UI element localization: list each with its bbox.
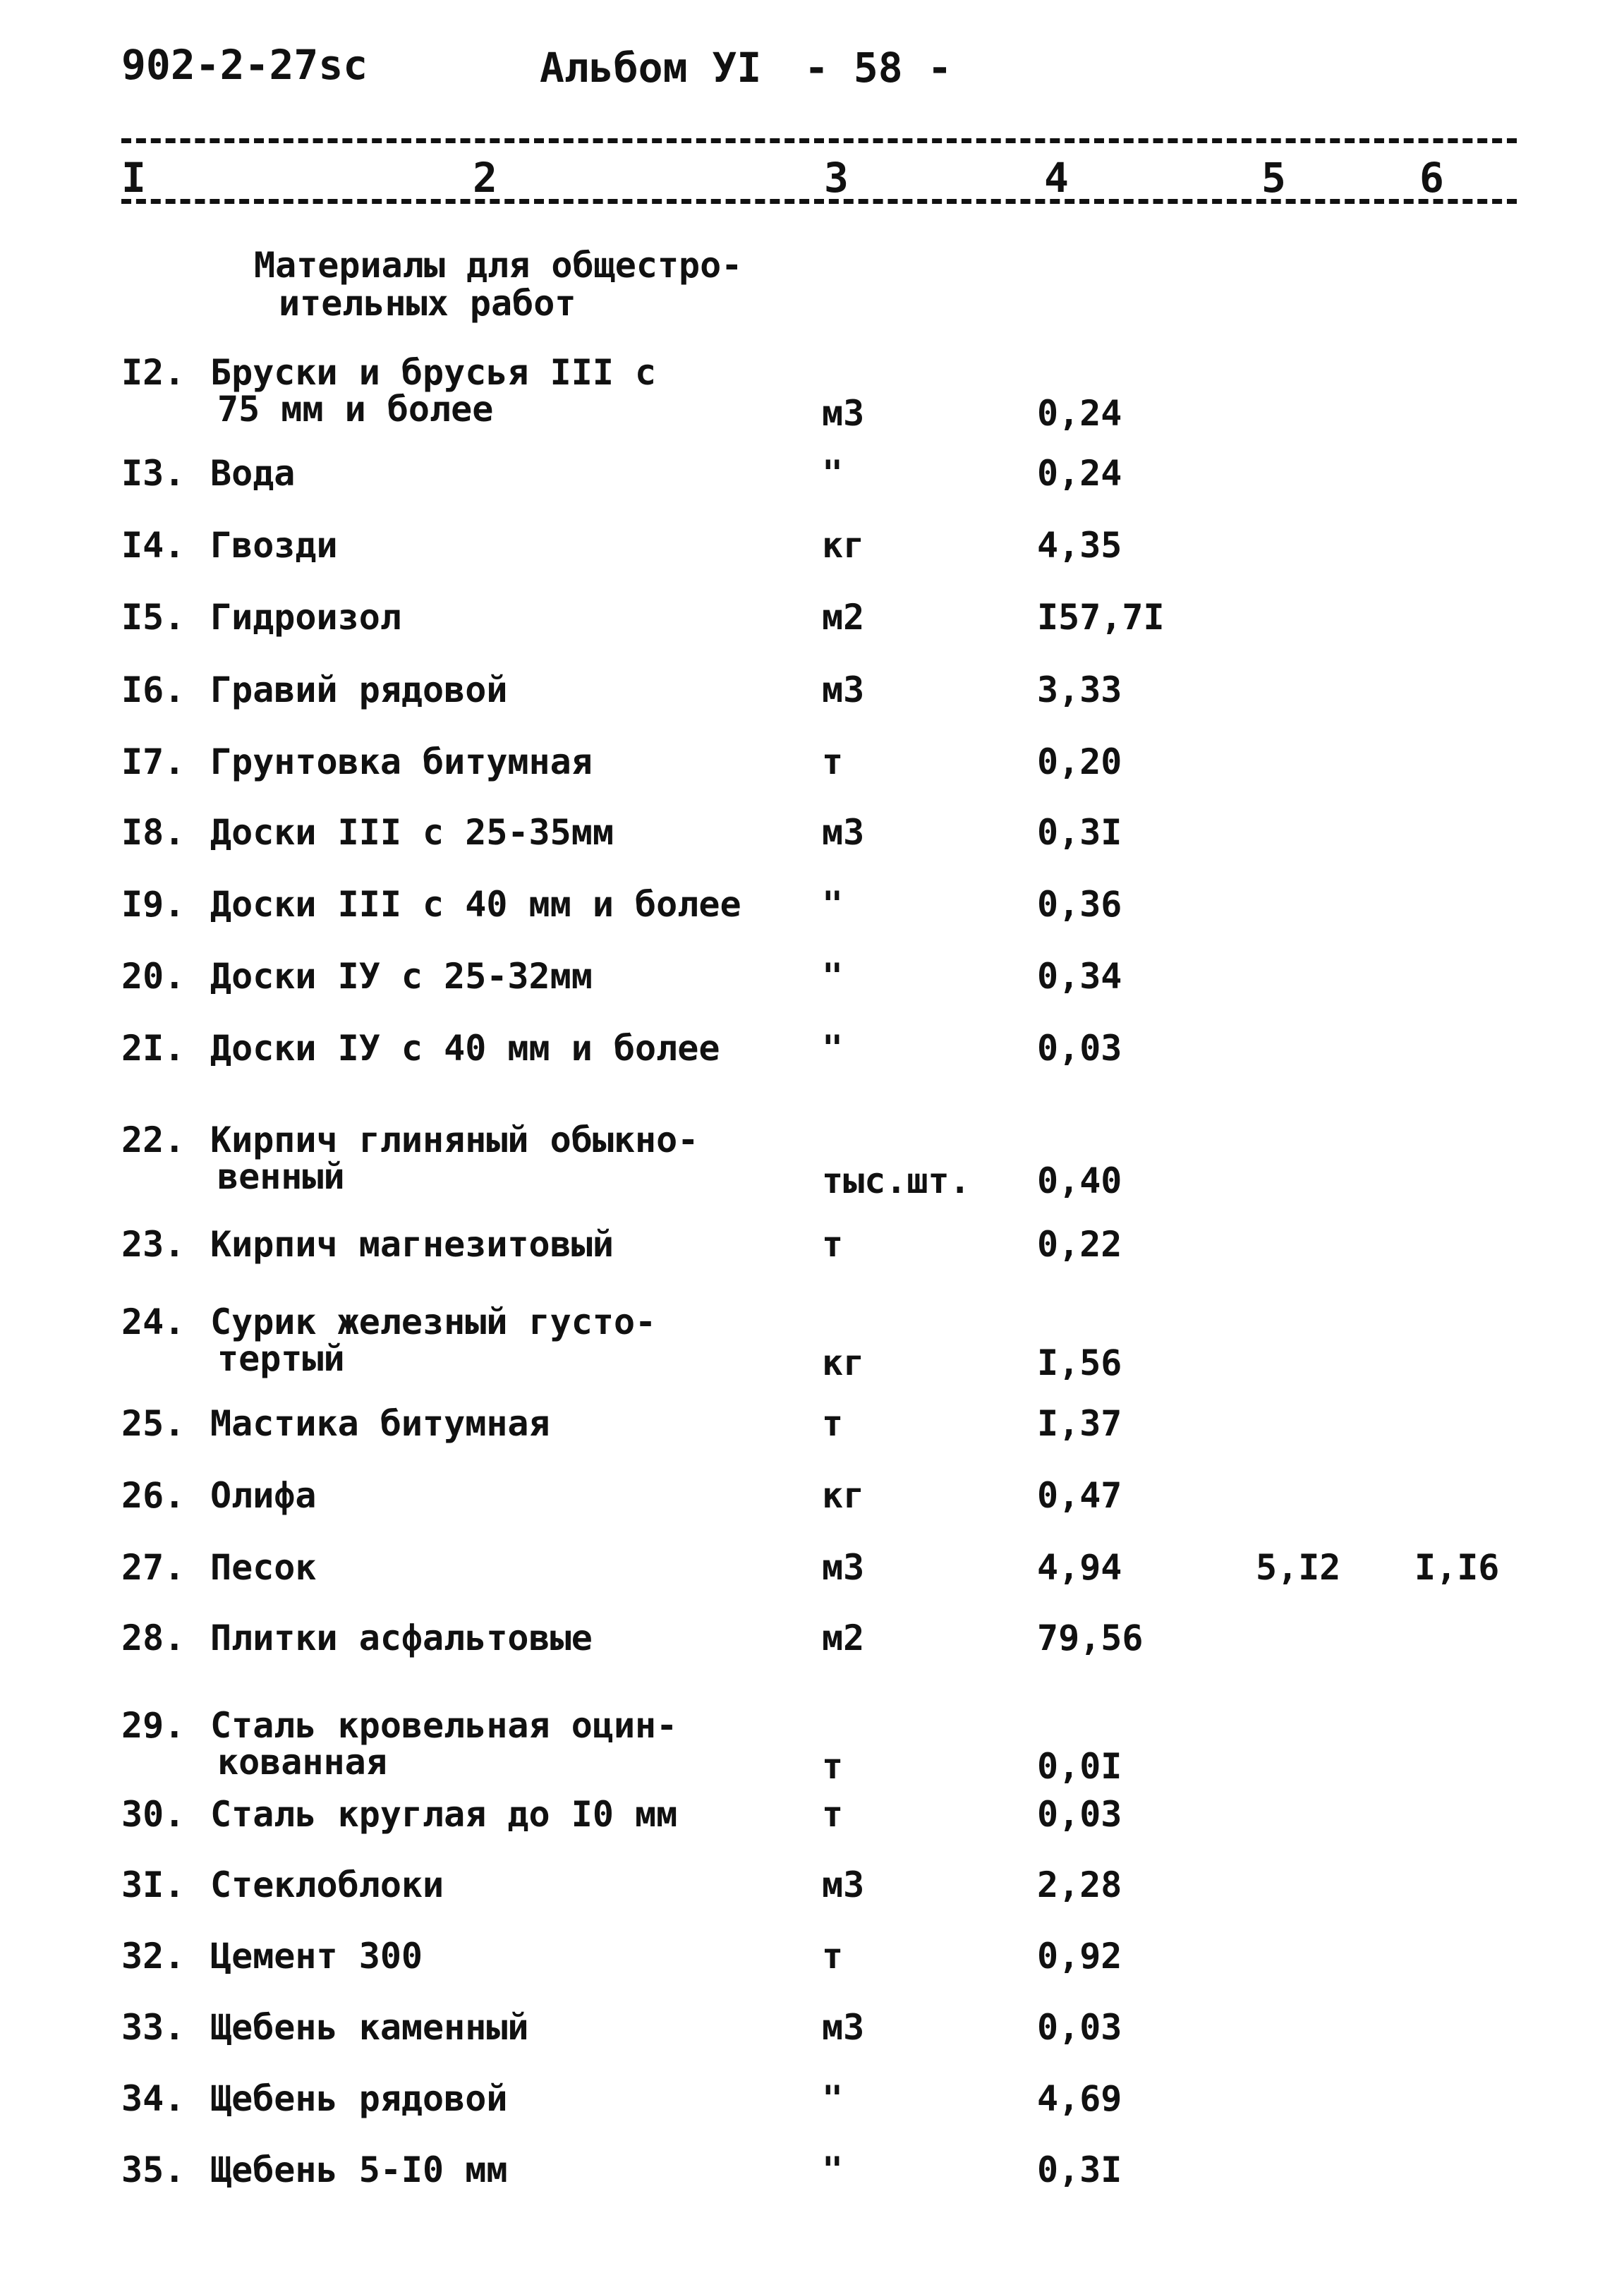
material-name: Доски III с 40 мм и более (210, 884, 741, 925)
row-number: 34. (121, 2078, 186, 2119)
quantity-col4: 4,94 (1037, 1547, 1122, 1588)
album-label: Альбом УI (540, 44, 762, 92)
material-name: Гвозди (210, 525, 338, 566)
quantity-col4: 0,36 (1037, 884, 1122, 925)
quantity-col4: I57,7I (1037, 597, 1165, 638)
quantity-col4: 0,92 (1037, 1936, 1122, 1977)
quantity-col4: 0,03 (1037, 2007, 1122, 2048)
material-name: тертый (217, 1338, 345, 1379)
material-name: Грунтовка битумная (210, 741, 593, 782)
unit: т (822, 1936, 844, 1977)
row-number: 28. (121, 1618, 186, 1658)
material-name: Сталь кровельная оцин- (210, 1705, 678, 1746)
row-number: 20. (121, 956, 186, 997)
header-rule-bottom (121, 199, 1517, 204)
unit: кг (822, 1475, 865, 1516)
unit: " (822, 1028, 844, 1069)
row-number: I4. (121, 525, 186, 566)
page-number: - 58 - (804, 44, 952, 92)
column-number-6: 6 (1419, 154, 1444, 202)
material-name: кованная (217, 1742, 387, 1783)
unit: " (822, 956, 844, 997)
row-number: 35. (121, 2149, 186, 2190)
unit: т (822, 741, 844, 782)
row-number: 32. (121, 1936, 186, 1977)
row-number: 26. (121, 1475, 186, 1516)
row-number: I2. (121, 352, 186, 393)
material-name: Гидроизол (210, 597, 401, 638)
quantity-col4: I,37 (1037, 1403, 1122, 1444)
row-number: 25. (121, 1403, 186, 1444)
unit: " (822, 2078, 844, 2119)
material-name: Кирпич магнезитовый (210, 1224, 614, 1265)
material-name: Сурик железный густо- (210, 1302, 657, 1342)
row-number: 33. (121, 2007, 186, 2048)
unit: " (822, 453, 844, 494)
unit: т (822, 1224, 844, 1265)
material-name: Плитки асфальтовые (210, 1618, 593, 1658)
row-number: 27. (121, 1547, 186, 1588)
material-name: Доски IУ с 25-32мм (210, 956, 593, 997)
row-number: I7. (121, 741, 186, 782)
row-number: 22. (121, 1120, 186, 1160)
header-rule-top (121, 138, 1517, 143)
unit: м3 (822, 812, 865, 853)
row-number: I8. (121, 812, 186, 853)
material-name: Доски IУ с 40 мм и более (210, 1028, 720, 1069)
unit: м2 (822, 597, 865, 638)
column-number-1: I (121, 154, 146, 202)
unit: " (822, 884, 844, 925)
row-number: 30. (121, 1794, 186, 1835)
quantity-col4: 0,24 (1037, 393, 1122, 434)
material-name: Щебень рядовой (210, 2078, 508, 2119)
material-name: Олифа (210, 1475, 317, 1516)
unit: " (822, 2149, 844, 2190)
quantity-col4: I,56 (1037, 1342, 1122, 1383)
unit: м2 (822, 1618, 865, 1658)
quantity-col4: 0,3I (1037, 812, 1122, 853)
quantity-col6: I,I6 (1414, 1547, 1500, 1588)
material-name: Бруски и брусья III с (210, 352, 657, 393)
unit: тыс.шт. (822, 1160, 971, 1201)
material-name: Сталь круглая до I0 мм (210, 1794, 678, 1835)
quantity-col4: 0,20 (1037, 741, 1122, 782)
material-name: Кирпич глиняный обыкно- (210, 1120, 699, 1160)
row-number: 23. (121, 1224, 186, 1265)
unit: м3 (822, 393, 865, 434)
row-number: I5. (121, 597, 186, 638)
row-number: I9. (121, 884, 186, 925)
unit: т (822, 1746, 844, 1787)
material-name: Вода (210, 453, 296, 494)
unit: м3 (822, 669, 865, 710)
quantity-col4: 0,47 (1037, 1475, 1122, 1516)
row-number: 29. (121, 1705, 186, 1746)
material-name: Мастика битумная (210, 1403, 550, 1444)
section-title-line-2: ительных работ (279, 283, 576, 324)
row-number: 2I. (121, 1028, 186, 1069)
material-name: Гравий рядовой (210, 669, 508, 710)
column-number-5: 5 (1261, 154, 1286, 202)
quantity-col4: 2,28 (1037, 1864, 1122, 1905)
row-number: I3. (121, 453, 186, 494)
quantity-col4: 4,69 (1037, 2078, 1122, 2119)
material-name: Щебень каменный (210, 2007, 529, 2048)
row-number: 3I. (121, 1864, 186, 1905)
material-name: Щебень 5-I0 мм (210, 2149, 508, 2190)
quantity-col4: 0,22 (1037, 1224, 1122, 1265)
quantity-col4: 3,33 (1037, 669, 1122, 710)
quantity-col5: 5,I2 (1256, 1547, 1341, 1588)
material-name: Доски III с 25-35мм (210, 812, 614, 853)
material-name: Цемент 300 (210, 1936, 423, 1977)
quantity-col4: 0,0I (1037, 1746, 1122, 1787)
material-name: 75 мм и более (217, 389, 494, 430)
unit: кг (822, 1342, 865, 1383)
row-number: 24. (121, 1302, 186, 1342)
column-number-3: 3 (824, 154, 849, 202)
quantity-col4: 79,56 (1037, 1618, 1144, 1658)
quantity-col4: 0,03 (1037, 1794, 1122, 1835)
unit: кг (822, 525, 865, 566)
section-title-line-1: Материалы для общестро- (254, 245, 743, 286)
unit: т (822, 1403, 844, 1444)
column-number-2: 2 (473, 154, 497, 202)
unit: т (822, 1794, 844, 1835)
row-number: I6. (121, 669, 186, 710)
material-name: венный (217, 1156, 345, 1197)
column-number-4: 4 (1044, 154, 1069, 202)
quantity-col4: 4,35 (1037, 525, 1122, 566)
material-name: Песок (210, 1547, 317, 1588)
unit: м3 (822, 1547, 865, 1588)
material-name: Стеклоблоки (210, 1864, 444, 1905)
unit: м3 (822, 2007, 865, 2048)
quantity-col4: 0,34 (1037, 956, 1122, 997)
quantity-col4: 0,3I (1037, 2149, 1122, 2190)
quantity-col4: 0,40 (1037, 1160, 1122, 1201)
quantity-col4: 0,24 (1037, 453, 1122, 494)
doc-code: 902-2-27sc (121, 41, 368, 89)
quantity-col4: 0,03 (1037, 1028, 1122, 1069)
unit: м3 (822, 1864, 865, 1905)
